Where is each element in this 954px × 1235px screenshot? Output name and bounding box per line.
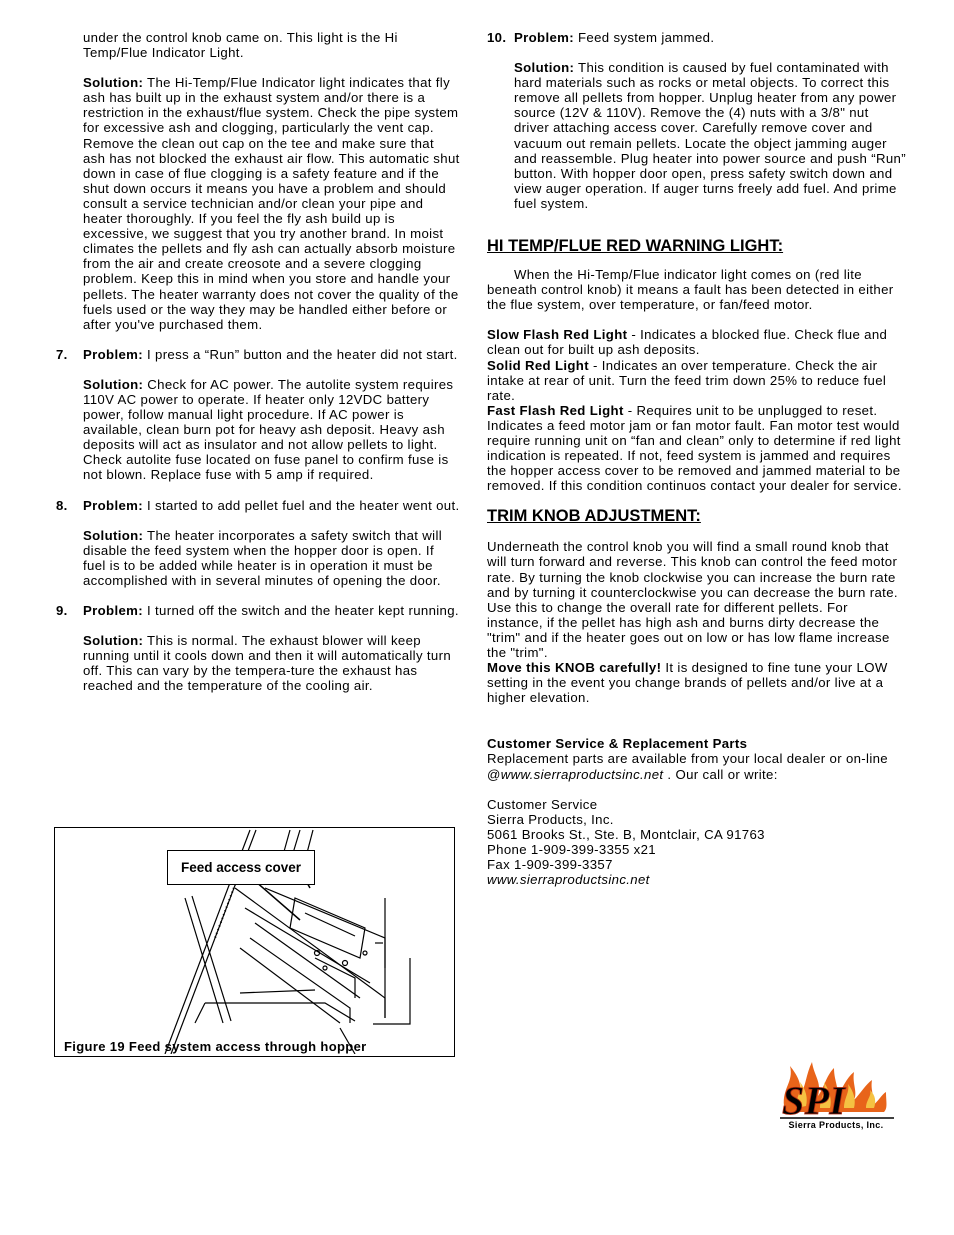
problem-text: I turned off the switch and the heater kept running. bbox=[142, 603, 459, 618]
solution-label: Solution: bbox=[83, 376, 144, 392]
fast-flash-text: - Requires unit to be unplugged to reset. Indicates a feed motor jam or fan motor fault. Fan motor test would require running unit on “fan and clean” only to determine if red light indication is repeated. If not, feed system is jammed and requires the hopper access cover to be removed and jammed material to be removed. If this condition continuos contact your dealer for service. bbox=[487, 402, 902, 494]
intro-block bbox=[83, 30, 460, 60]
figure-caption: Figure 19 Feed system access through hopper bbox=[64, 1038, 367, 1054]
address-line: Customer Service bbox=[487, 796, 598, 812]
solid-red-text: - Indicates an over temperature. Check the air intake at rear of unit. Turn the feed trim down 25% to reduce fuel rate. bbox=[487, 357, 887, 403]
address-block bbox=[487, 797, 907, 888]
solution-text: Check for AC power. The autolite system requires 110V AC power to operate. If heater only 12VDC battery power, follow manual light procedure. If AC power is available, clean burn pot for heavy ash deposit. Heavy ash deposits will act as insulator and not allow pellets to light. Check autolite fuse located on fuse panel to confirm fuse is not blown. Replace fuse with 5 amp if required. bbox=[83, 376, 454, 483]
item-10 bbox=[487, 30, 907, 211]
slow-flash-label: Slow Flash Red Light bbox=[487, 327, 628, 343]
problem-text: I started to add pellet fuel and the heater went out. bbox=[142, 497, 460, 513]
fast-flash-entry bbox=[487, 403, 907, 494]
solution-label: Solution: bbox=[514, 60, 575, 76]
trim-text: Underneath the control knob you will find a small round knob that will turn forward and reverse. This knob can control the feed motor rate. By turning the knob clockwise you can increase the burn rate and by turning it counterclockwise you can decrease the burn rate. Use this to change the overall rate for different pellets. For instance, if the pellet has high ash and burns dirty decrease the "trim" and if the heater goes out on low or has low flame increase the "trim". bbox=[487, 539, 898, 660]
item-7 bbox=[56, 347, 460, 483]
problem-label: Problem: bbox=[83, 603, 143, 618]
customer-service-heading: Customer Service & Replacement Parts bbox=[487, 736, 748, 752]
item-8 bbox=[56, 498, 460, 588]
item-number: 8. bbox=[56, 497, 68, 513]
item-9 bbox=[56, 603, 460, 693]
move-knob-text: It is designed to fine tune your LOW setting in the event you change brands of pellets and/or live at a higher elevation. bbox=[487, 660, 888, 706]
spi-logo bbox=[776, 1048, 898, 1132]
slow-flash-text: - Indicates a blocked flue. Check flue and clean out for built up ash deposits. bbox=[487, 327, 888, 358]
problem-text: Feed system jammed. bbox=[573, 30, 715, 45]
solution-text: This is normal. The exhaust blower will keep running until it cools down and then it will automatically turn off. This can vary by the tempera-ture the exhaust has reached and the temperature of the cooling air. bbox=[83, 633, 452, 694]
left-column bbox=[56, 30, 460, 693]
website-link: www.sierraproductsinc.net bbox=[500, 766, 664, 782]
item-number: 10. bbox=[487, 30, 507, 45]
warning-light-heading: HI TEMP/FLUE RED WARNING LIGHT: bbox=[487, 237, 784, 256]
solution-text: The heater incorporates a safety switch that will disable the feed system when the hopper door is open. If fuel is to be added while heater is in operation it must be accomplished with in several minutes of opening the door. bbox=[83, 527, 443, 588]
solid-red-label: Solid Red Light bbox=[487, 357, 589, 373]
fax-line: Fax 1-909-399-3357 bbox=[487, 857, 613, 873]
intro-text: under the control knob came on. This light is the Hi Temp/Flue Indicator Light. bbox=[83, 30, 398, 61]
website-line: www.sierraproductsinc.net bbox=[487, 872, 650, 888]
figure-19 bbox=[54, 827, 455, 1057]
address-line: 5061 Brooks St., Ste. B, Montclair, CA 91763 bbox=[487, 826, 765, 842]
logo-company-name: Sierra Products, Inc. bbox=[788, 1120, 884, 1130]
solution-text: This condition is caused by fuel contaminated with hard materials such as rocks or metal objects. To correct this remove all pellets from hopper. Unplug heater from any power source (12V & 110V). Remove the (4) nuts with a 3/8" nut driver attaching access cover. Carefully remove cover and vacuum out remain pellets. Locate the object jamming auger and reassemble. Plug heater into power source and push “Run” button. With hopper door open, press safety switch down and view auger operation. If auger turns freely add fuel. And prime fuel system. bbox=[514, 60, 906, 211]
logo-letters: SPI bbox=[782, 1078, 846, 1123]
solution-label: Solution: bbox=[83, 75, 144, 91]
problem-text: I press a “Run” button and the heater did not start. bbox=[142, 346, 458, 362]
phone-line: Phone 1-909-399-3355 x21 bbox=[487, 841, 656, 857]
right-column bbox=[487, 30, 907, 887]
problem-label: Problem: bbox=[514, 30, 574, 45]
warning-intro: When the Hi-Temp/Flue indicator light comes on (red lite beneath control knob) it means a fault has been detected in either the flue system, over temperature, or fan/feed motor. bbox=[487, 267, 894, 313]
move-knob-entry bbox=[487, 660, 907, 705]
customer-service-text: Replacement parts are available from your local dealer or on-line @www.sierraproductsinc.net . Our call or write: bbox=[487, 751, 888, 782]
solution-text: The Hi-Temp/Flue Indicator light indicates that fly ash has built up in the exhaust system and/or there is a restriction in the exhaust/flue system. Check the pipe system for excessive ash and clogging, particularly the vent cap. Remove the clean out cap on the tee and make sure that ash has not blocked the exhaust air flow. This automatic shut down in case of flue clogging is a safety feature and if the shut down occurs it means you have a problem and should consult a service technician and/or clean your pipe and heater thoroughly. If you feel the fly ash build up is excessive, we suggest that you try another brand. In moist climates the pellets and fly ash can actually absorb moisture from the air and create creosote and a severe clogging problem. Keep this in mind when you store and handle your pellets. The heater warranty does not cover the quality of the fuels used or the way they may be handled either before or after you've purchased them. bbox=[83, 75, 460, 332]
solution-label: Solution: bbox=[83, 633, 144, 649]
intro-solution bbox=[83, 75, 460, 332]
problem-label: Problem: bbox=[83, 346, 143, 362]
slow-flash-entry bbox=[487, 327, 907, 357]
trim-knob-heading: TRIM KNOB ADJUSTMENT: bbox=[487, 507, 701, 526]
address-line: Sierra Products, Inc. bbox=[487, 811, 614, 827]
solution-label: Solution: bbox=[83, 527, 144, 543]
problem-label: Problem: bbox=[83, 497, 143, 513]
item-number: 7. bbox=[56, 346, 68, 362]
fast-flash-label: Fast Flash Red Light bbox=[487, 402, 624, 418]
solid-red-entry bbox=[487, 358, 907, 403]
move-knob-label: Move this KNOB carefully! bbox=[487, 660, 662, 676]
feed-access-cover-label: Feed access cover bbox=[167, 850, 315, 885]
item-number: 9. bbox=[56, 603, 68, 618]
flame-logo-graphic bbox=[776, 1048, 898, 1132]
